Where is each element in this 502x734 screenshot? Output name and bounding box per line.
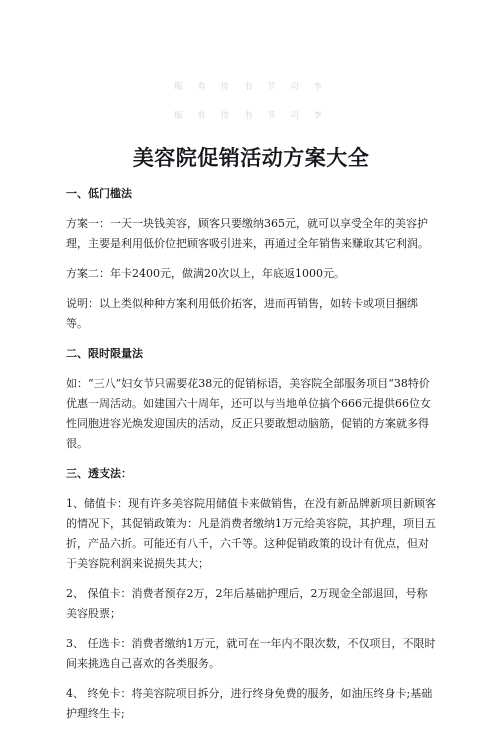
paragraph: 2、 保值卡：消费者预存2万，2年后基础护理后，2万现金全部退回，号称美容股票； [66,587,428,620]
paragraph: 方案二：年卡2400元，做满20次以上，年底返1000元。 [66,267,345,280]
paragraph: 4、 终免卡：将美容院项目拆分，进行终身免费的服务，如油压终身卡;基础护理终生卡; [66,687,433,720]
paragraph: 如：“三八”妇女节只需要花38元的促销标语，美容院全部服务项目“38特价优惠一周活动。如建国六十周年，还可以与当地单位搞个666元提供66位女性同胞进容光焕发迎国庆的活动，反正只要敢想动脑筋，促销的方案就多得很。 [66,377,431,450]
paragraph: 方案一：一天一块钱美容，顾客只要缴纳365元，就可以享受全年的美容护理，主要是利用低价位把顾客吸引进来，再通过全年销售来赚取其它利润。 [66,217,429,250]
section-heading: 三、透支法： [66,467,132,480]
paragraph: 说明：以上类似种种方案利用低价拓客，进而再销售，如转卡或项目捆绑等。 [66,297,418,330]
paragraph: 1、储值卡：现有许多美容院用储值卡来做销售，在没有新品牌新项目新顾客的情况下，其促销政策为：凡是消费者缴纳1万元给美容院，其护理，项目五折，产品六折。可能还有八千，六千等。这种促销政策的设计有优点，但对于美容院利润来说损失其大； [66,497,436,570]
watermark-line: 瓶 有 侍 书 节 司 李 [174,82,328,92]
document-body [66,184,436,734]
watermark-line: 瓶 有 侍 书 节 司 李 [174,111,328,121]
section-heading: 二、限时限量法 [66,347,143,360]
document-title: 美容院促销活动方案大全 [132,145,370,170]
section-heading: 一、低门槛法 [66,187,132,200]
paragraph: 3、 任选卡：消费者缴纳1万元，就可在一年内不限次数，不仅项目，不限时间来挑选自己喜欢的各类服务。 [66,637,436,670]
